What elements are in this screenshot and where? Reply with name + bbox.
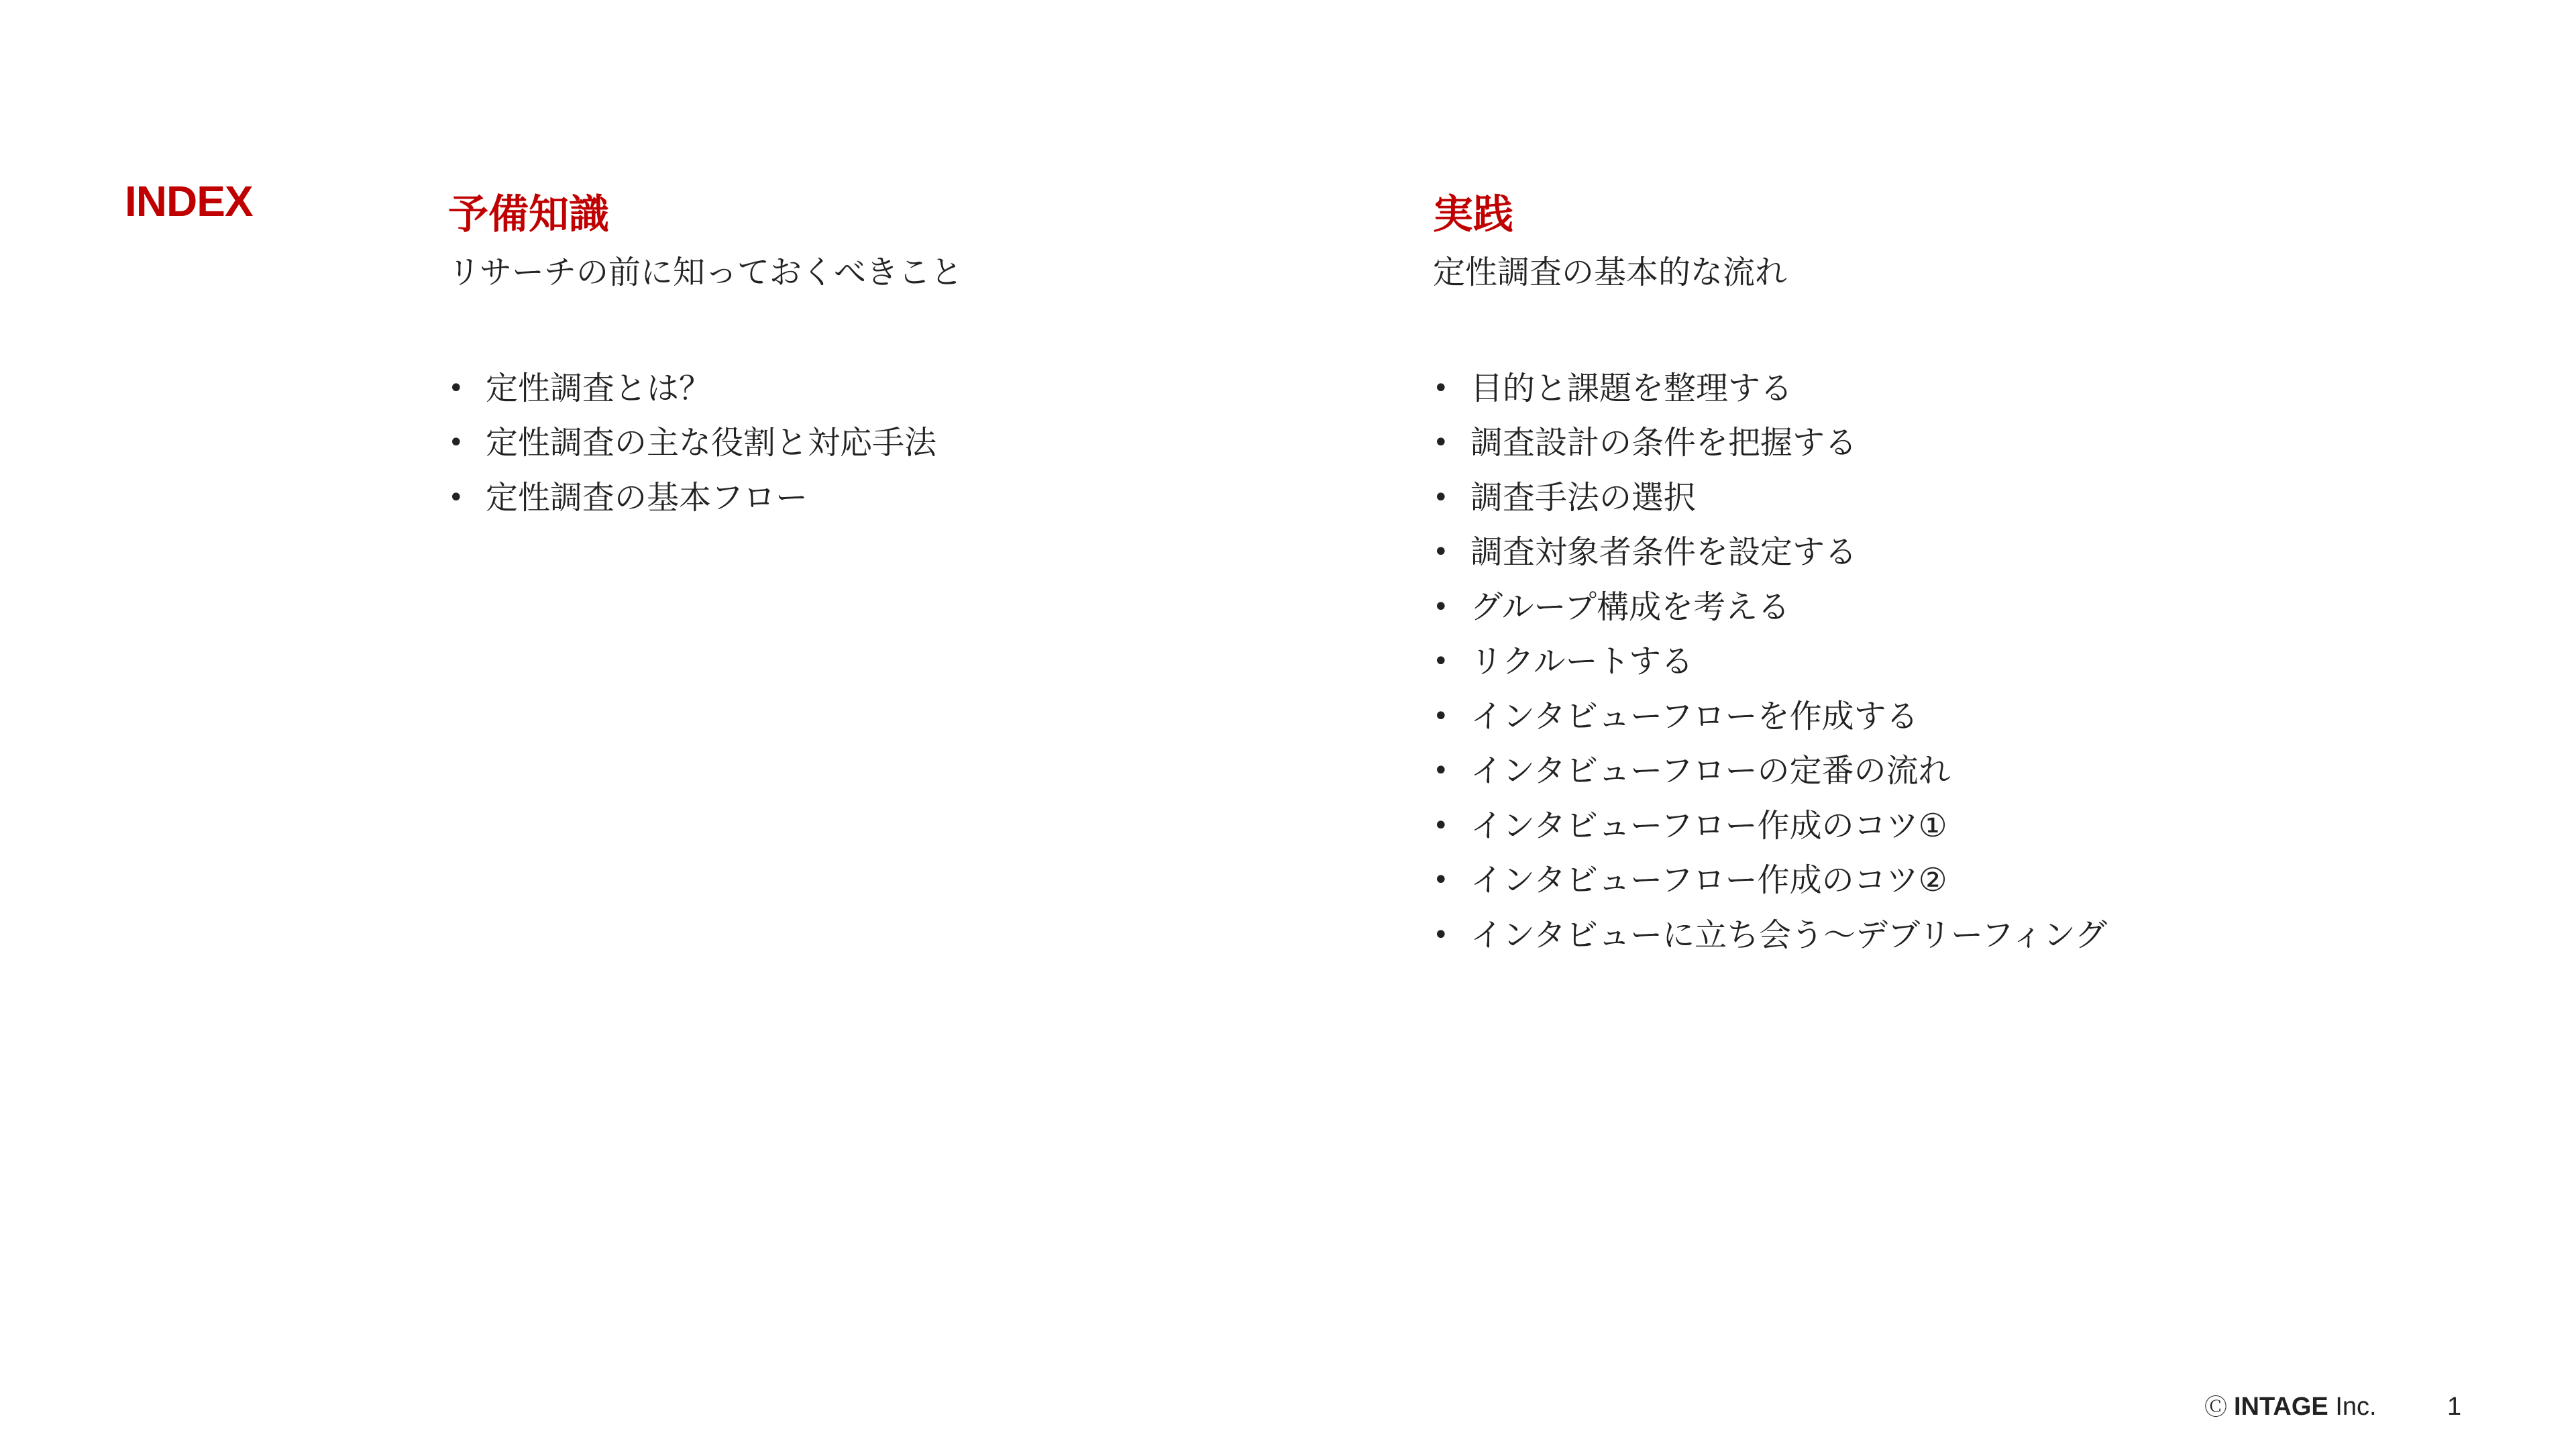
company-name: INTAGE (2234, 1393, 2328, 1421)
list-item (448, 416, 1387, 471)
list-item (1433, 525, 2439, 580)
practice-section (1433, 191, 2439, 963)
list-item-label: 調査設計の条件を把握する (1470, 424, 1858, 462)
list-item-label: 定性調査の基本フロー (486, 478, 808, 517)
copyright-icon: Ⓒ (2204, 1395, 2227, 1420)
list-item (1433, 580, 2439, 635)
company-suffix: Inc. (2335, 1393, 2377, 1421)
prep-section-title: 予備知識 (448, 191, 609, 238)
bullet-icon: • (1433, 865, 1449, 896)
list-item (1433, 361, 2439, 416)
list-item-label: インタビューに立ち会う～デブリーフィング (1470, 916, 2107, 954)
list-item (1433, 744, 2439, 799)
list-item-label: 調査手法の選択 (1470, 478, 1697, 517)
list-item (448, 361, 1387, 416)
bullet-icon: • (1433, 591, 1449, 623)
bullet-icon: • (1433, 646, 1449, 678)
practice-item-list (1433, 361, 2439, 963)
prep-section-subtitle: リサーチの前に知っておくべきこと (448, 254, 963, 291)
list-item-label: 調査対象者条件を設定する (1470, 533, 1858, 572)
list-item (1433, 853, 2439, 908)
list-item-label: 定性調査とは？ (486, 369, 712, 407)
practice-section-title: 実践 (1433, 191, 1513, 238)
bullet-icon: • (1433, 810, 1449, 841)
bullet-icon: • (1433, 482, 1449, 513)
list-item-label: インタビューフロー作成のコツ② (1470, 861, 1947, 900)
list-item-label: グループ構成を考える (1470, 588, 1790, 626)
list-item-label: 目的と課題を整理する (1470, 369, 1793, 407)
list-item-label: インタビューフロー作成のコツ① (1470, 806, 1947, 845)
list-item (1433, 416, 2439, 471)
list-item (448, 470, 1387, 525)
list-item-label: インタビューフローを作成する (1470, 697, 1919, 735)
list-item-label: 定性調査の主な役割と対応手法 (486, 424, 937, 462)
bullet-icon: • (1433, 700, 1449, 732)
prep-item-list (448, 361, 1387, 525)
list-item-label: インタビューフローの定番の流れ (1470, 752, 1951, 790)
list-item (1433, 470, 2439, 525)
bullet-icon: • (1433, 919, 1449, 951)
bullet-icon: • (1433, 537, 1449, 568)
page-number: 1 (2447, 1393, 2462, 1421)
prep-section (448, 191, 1387, 525)
bullet-icon: • (1433, 372, 1449, 404)
bullet-icon: • (1433, 427, 1449, 459)
list-item-label: リクルートする (1470, 643, 1694, 681)
practice-section-subtitle: 定性調査の基本的な流れ (1433, 254, 1788, 291)
list-item (1433, 689, 2439, 744)
copyright-notice (2204, 1394, 2377, 1419)
list-item (1433, 908, 2439, 963)
list-item (1433, 798, 2439, 853)
bullet-icon: • (1433, 755, 1449, 787)
list-item (1433, 635, 2439, 690)
bullet-icon: • (448, 372, 464, 404)
bullet-icon: • (448, 482, 464, 513)
index-label: INDEX (125, 177, 253, 225)
bullet-icon: • (448, 427, 464, 459)
